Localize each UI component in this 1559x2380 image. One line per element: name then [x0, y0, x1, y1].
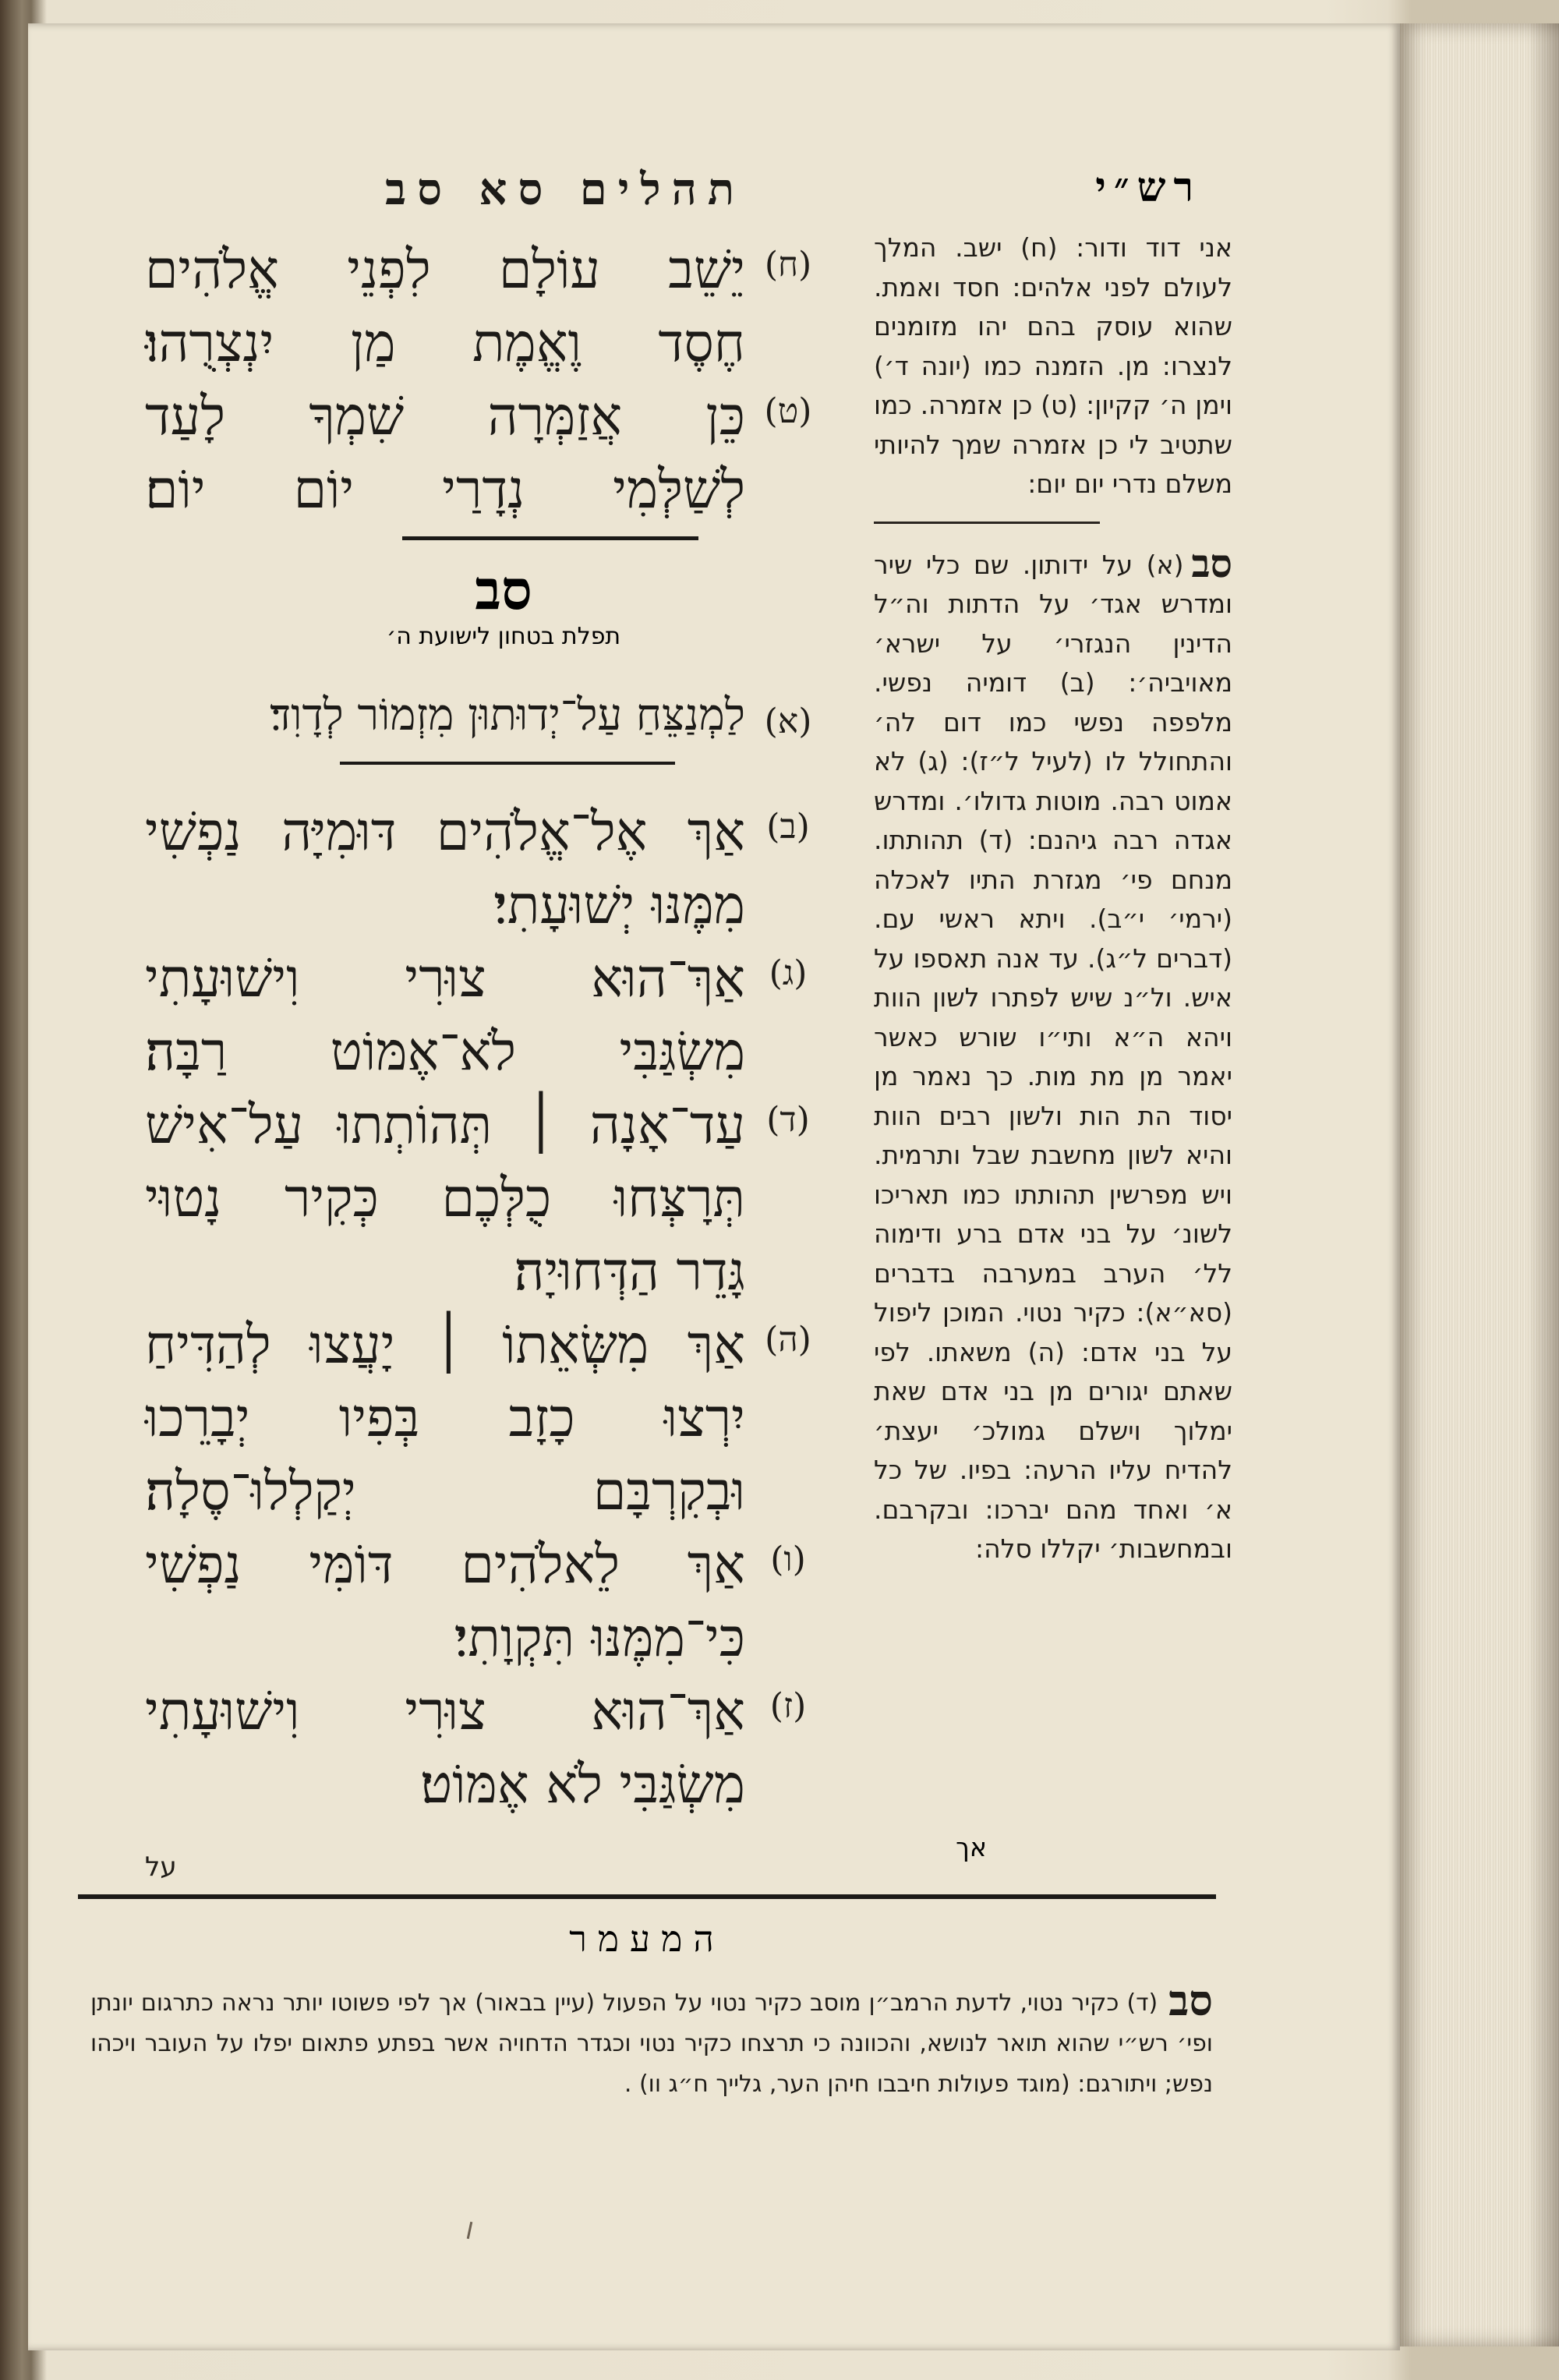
verse-number: (ח) — [764, 245, 812, 285]
verse-6 — [145, 1529, 831, 1675]
verse-line: אַךְ־הוּא צוּרִי וִישׁוּעָתִי — [145, 1681, 745, 1742]
psalm-number: סב — [475, 557, 532, 622]
verse-1 — [145, 681, 831, 751]
verse-number: (א) — [764, 701, 812, 741]
section-rule — [402, 536, 698, 540]
verse-number: (ב) — [766, 807, 810, 847]
verse-line: מִשְׂגַּבִּי לֹא אֶמּוֹט׃ — [420, 1754, 745, 1816]
verse-4 — [145, 1089, 831, 1309]
verse-5 — [145, 1309, 831, 1529]
verse-line: כֵּן אֲזַמְּרָה שִׁמְךָ לָעַד — [145, 386, 745, 447]
verse-line: וּבְקִרְבָּם יְקַלְלוּ־סֶלָה׃ — [145, 1461, 745, 1522]
verse-line: אַךְ מִשְּׂאֵתוֹ ׀ יָעֲצוּ לְהַדִּיחַ — [145, 1314, 745, 1376]
verse-line: אַךְ־הוּא צוּרִי וִישׁוּעָתִי — [145, 948, 745, 1010]
footnote-title: המעמר — [569, 1918, 725, 1960]
section-rule — [340, 762, 675, 765]
verse-9 — [145, 380, 831, 527]
psalms-column — [145, 164, 831, 1822]
verse-line: גָּדֵר הַדְּחוּיָה׃ — [514, 1241, 745, 1303]
verse-number: (ג) — [769, 953, 808, 993]
verse-number: (ו) — [770, 1540, 806, 1579]
footnote-chapter-number: סב — [1168, 1975, 1213, 2025]
psalm-caption: תפלת בטחון לישועת ה׳ — [386, 623, 621, 650]
psalms-running-header: תהלים סא סב — [385, 164, 745, 215]
rashi-header: רש״י — [1095, 164, 1201, 211]
verse-line: לַמְנַצֵּחַ עַל־יְדוּתוּן מִזְמוֹר לְדָוִד׃ — [270, 690, 745, 741]
verse-3 — [145, 942, 831, 1089]
verse-line: יֵשֵׁב עוֹלָם לִפְנֵי אֱלֹהִים — [145, 239, 745, 301]
book-page — [28, 23, 1400, 2350]
psalms-catchword: על — [145, 1851, 177, 1883]
verse-number: (ז) — [769, 1686, 807, 1726]
verse-line: כִּי־מִמֶּנּוּ תִּקְוָתִי׃ — [454, 1607, 745, 1669]
verse-8 — [145, 234, 831, 380]
verse-line: אַךְ אֶל־אֱלֹהִים דּוּמִיָּה נַפְשִׁי — [145, 801, 745, 863]
rashi-column — [874, 164, 1232, 1569]
footer-rule — [78, 1894, 1216, 1899]
verse-7 — [145, 1675, 831, 1822]
rashi-chapter-number: סב — [1191, 539, 1232, 586]
verse-line: אַךְ לֵאלֹהִים דּוֹמִּי נַפְשִׁי — [145, 1534, 745, 1596]
rashi-rule — [874, 522, 1100, 524]
verse-number: (ה) — [765, 1320, 811, 1360]
rashi-catchword: אך — [956, 1832, 987, 1862]
rashi-commentary-block — [874, 539, 1232, 1569]
verse-number: (ט) — [764, 391, 812, 431]
footnote-text: (ד) כקיר נטוי, לדעת הרמב״ן מוסב כקיר נטוי על הפעול (עיין בבאור) אך לפי פשוטו יותר נראה כתרגום יונתן ופי׳ רש״י שהוא תואר לנושא, והכוונה כי תרצחו כקיר נטוי וכגדר הדחויה אשר בפתע פתאום יפלו על העובר ויכהו נפש; ויתורגם: (מוגד פעולות חיבבו חיהן הער, גלייך ח״ג וו) . — [90, 1989, 1213, 2098]
verse-2 — [145, 796, 831, 942]
rashi-commentary-text: (א) על ידותון. שם כלי שיר ומדרש אגד׳ על הדתות וה״ל הדינין הנגזרי׳ על ישרא׳ מאויביה׳: (ב) דומיה נפשי. מלפפה נפשי כמו דום לה׳ והתחולל לו (לעיל ל״ז): (ג) לא אמוט רבה. מוטות גדולו׳. ומדרש אגדה רבה גיהנם: (ד) תהותתו. מנחם פי׳ מגזרת התיו לאכלה (ירמי׳ י״ב). ויתא ראשי עם. (דברים ל״ג). עד אנה תאספו על איש. ול״נ שיש לפתרו לשון הוות ויהא ה״א ותי״ו שורש כאשר יאמר מן מת מות. כך נאמר מן יסוד הת הות ולשון רבים הוות והיא לשון מחשבת שבל ותרמית. ויש מפרשין תהותתו כמו תאריכו לשונ׳ על בני אדם ברע ודימוה לל׳ הערב במערבה בדברים (סא״א): כקיר נטוי. המוכן ליפול על בני אדם: (ה) משאתו. לפי שאתם יגורים מן בני אדם שאת ימלוך וישלם גמולכ׳ יעצת׳ להדיח עליו הרעה: בפיו. של כל א׳ ואחד מהם יברכו: ובקרבם. ובמחשבות׳ יקללו סלה: — [874, 549, 1232, 1564]
paper-speck — [467, 2222, 473, 2239]
rashi-commentary-block: אני דוד ודור: (ח) ישב. המלך לעולם לפני אלהים: חסד ואמת. שהוא עוסק בהם יהו מזומנים לנצרו: מן. הזמנה כמו (יונה ד׳) וימן ה׳ קקיון: (ט) כן אזמרה. כמו שתטיב לי כן אזמרה שמך להיותי משלם נדרי יום יום: — [874, 232, 1232, 499]
footnote — [90, 1975, 1213, 2105]
verse-number: (ד) — [766, 1100, 810, 1140]
verse-line: תְּרָצְּחוּ כֻלְּכֶם כְּקִיר נָטוּי — [145, 1168, 745, 1229]
verse-line: חֶסֶד וֶאֱמֶת מַן יִנְצְרֻהוּ׃ — [145, 313, 745, 374]
verse-line: עַד־אָנָה ׀ תְּהוֹתְתוּ עַל־אִישׁ — [145, 1095, 745, 1156]
verse-line: לְשַׁלְּמִי נְדָרַי יוֹם יוֹם׃ — [145, 459, 745, 521]
verse-line: מִשְׂגַּבִּי לֹא־אֶמּוֹט רַבָּה׃ — [145, 1021, 745, 1083]
page-edges — [1395, 23, 1559, 2346]
verse-line: יִרְצוּ כָזָב בְּפִיו יְבָרֵכוּ — [145, 1388, 745, 1449]
verse-line: מִמֶּנּוּ יְשׁוּעָתִי׃ — [493, 875, 745, 936]
